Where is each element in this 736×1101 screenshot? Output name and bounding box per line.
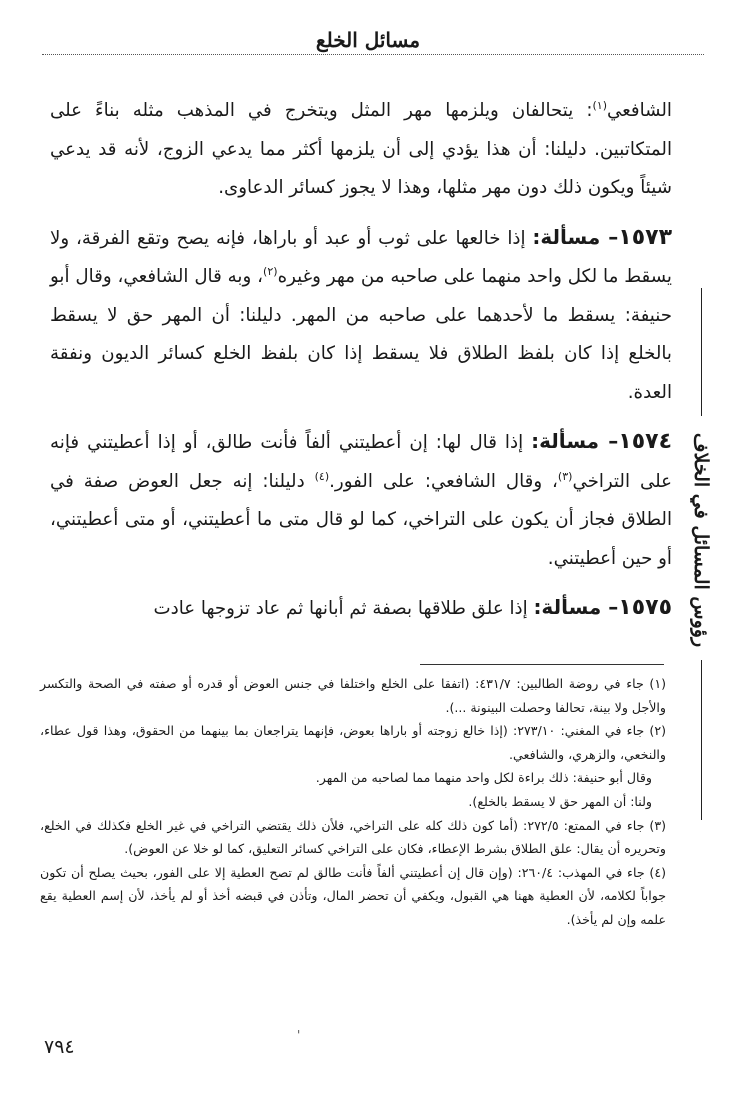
side-rule-bottom bbox=[701, 660, 702, 820]
issue-number: ١٥٧٥ bbox=[618, 595, 672, 620]
page-number: ٧٩٤ bbox=[44, 1036, 75, 1058]
intro-paragraph: الشافعي$^{(١)}$: يتحالفان ويلزمها مهر المثل ويتخرج في المذهب مثله بناءً على المتكاتبين. دليلنا: أن هذا يؤدي إلى أن يلزمها أكثر مما يدعي الزوج، لأنه قد يدعي شيئاً ويكون ذلك دون مهر مثلها، وهذا لا يجوز كسائر الدعاوى. bbox=[50, 98, 672, 198]
footnote-ref-3[interactable]: (٣) bbox=[557, 469, 573, 483]
footnote-2-cont: وقال أبو حنيفة: ذلك براءة لكل واحد منهما مما لصاحبه من المهر. bbox=[315, 770, 652, 786]
header-rule bbox=[42, 54, 704, 55]
footnote-1: (١) جاء في روضة الطالبين: ٤٣١/٧: (اتفقا على الخلع واختلفا في جنس العوض أو قدره أو صفته في الصحة والتكسر والأجل ولا بينة، تحالفا وحصلت البينونة ...). bbox=[40, 676, 667, 715]
issue-1574: ١٥٧٤– مسألة: إذا قال لها: إن أعطيتني ألفاً فأنت طالق، أو إذا أعطيتني فإنه على التراخي$^{(٣)}$، وقال الشافعي: على الفور.$^{(٤)}$ دليلنا: إنه جعل العوض صفة في الطلاق فجاز أن يكون على التراخي، كما لو قال متى ما أعطيتني، أو متى أعطيتني، أو حين أعطيتني. bbox=[50, 429, 672, 569]
issue-label: – مسألة: bbox=[531, 429, 619, 453]
issue-number: ١٥٧٣ bbox=[618, 224, 672, 250]
main-text bbox=[50, 92, 672, 629]
issue-1575: ١٥٧٥– مسألة: إذا علق طلاقها بصفة ثم أبانها ثم عاد تزوجها عادت bbox=[153, 595, 672, 620]
issue-label: – مسألة: bbox=[533, 595, 619, 619]
page-title: مسائل الخلع bbox=[302, 28, 434, 52]
footnote-3: (٣) جاء في الممتع: ٢٧٢/٥: (أما كون ذلك كله على التراخي، فلأن ذلك يقتضي التراخي في غير الخلع فكذلك في الخلع، وتحريره أن يقال: علق الطلاق بشرط الإعطاء، فكان على التراخي كسائر التعليق، كما لو خلا عن العوض). bbox=[40, 817, 666, 857]
footnote-ref-2[interactable]: (٢) bbox=[263, 264, 278, 278]
issue-1573: ١٥٧٣– مسألة: إذا خالعها على ثوب أو عبد أو باراها، فإنه يصح وتقع الفرقة، ولا يسقط ما لكل واحد منهما على صاحبه من مهر وغيره$^{(٢)}$، وبه قال الشافعي، وقال أبو حنيفة: يسقط ما لأحدهما على صاحبه من المهر. دليلنا: أن المهر حق لا يسقط بالخلع إذا كان بلفظ الطلاق فلا يسقط إذا كان بلفظ الخلع كسائر الديون ونفقة العدة. bbox=[50, 224, 672, 403]
footnote-4: (٤) جاء في المهذب: ٢٦٠/٤: (وإن قال إن أعطيتني ألفاً فأنت طالق لم تصح العطية إلا على الفور، بحيث يصلح أن تكون جواباً لكلامه، لأن العطية ههنا هي القبول، ويكفي أن تحضر المال، وتأذن في قبضه أخذ أو لم يأخذ، لأن إسم العطية يقع علمه وإن لم يأخذ). bbox=[40, 864, 666, 927]
footnote-2: (٢) جاء في المغني: ٢٧٣/١٠: (إذا خالع زوجته أو باراها بعوض، فإنهما يتراجعان بما بينهما من الحقوق، وهذا قول عطاء، والنخعي، والزهري، والشافعي. bbox=[40, 723, 666, 762]
footnote-2-cont: ولنا: أن المهر حق لا يسقط بالخلع). bbox=[468, 793, 652, 809]
footnote-separator bbox=[420, 664, 664, 665]
side-rule-top bbox=[701, 288, 702, 416]
running-header bbox=[0, 28, 736, 52]
footnotes bbox=[40, 672, 666, 932]
footnote-ref-1[interactable]: (١) bbox=[592, 98, 607, 112]
stray-mark: ' bbox=[297, 1028, 301, 1042]
footnote-ref-4[interactable]: (٤) bbox=[314, 469, 330, 483]
issue-number: ١٥٧٤ bbox=[618, 429, 672, 454]
side-book-title: رؤوس المسائل في الخلاف bbox=[690, 432, 712, 648]
issue-label: – مسألة: bbox=[532, 224, 619, 249]
